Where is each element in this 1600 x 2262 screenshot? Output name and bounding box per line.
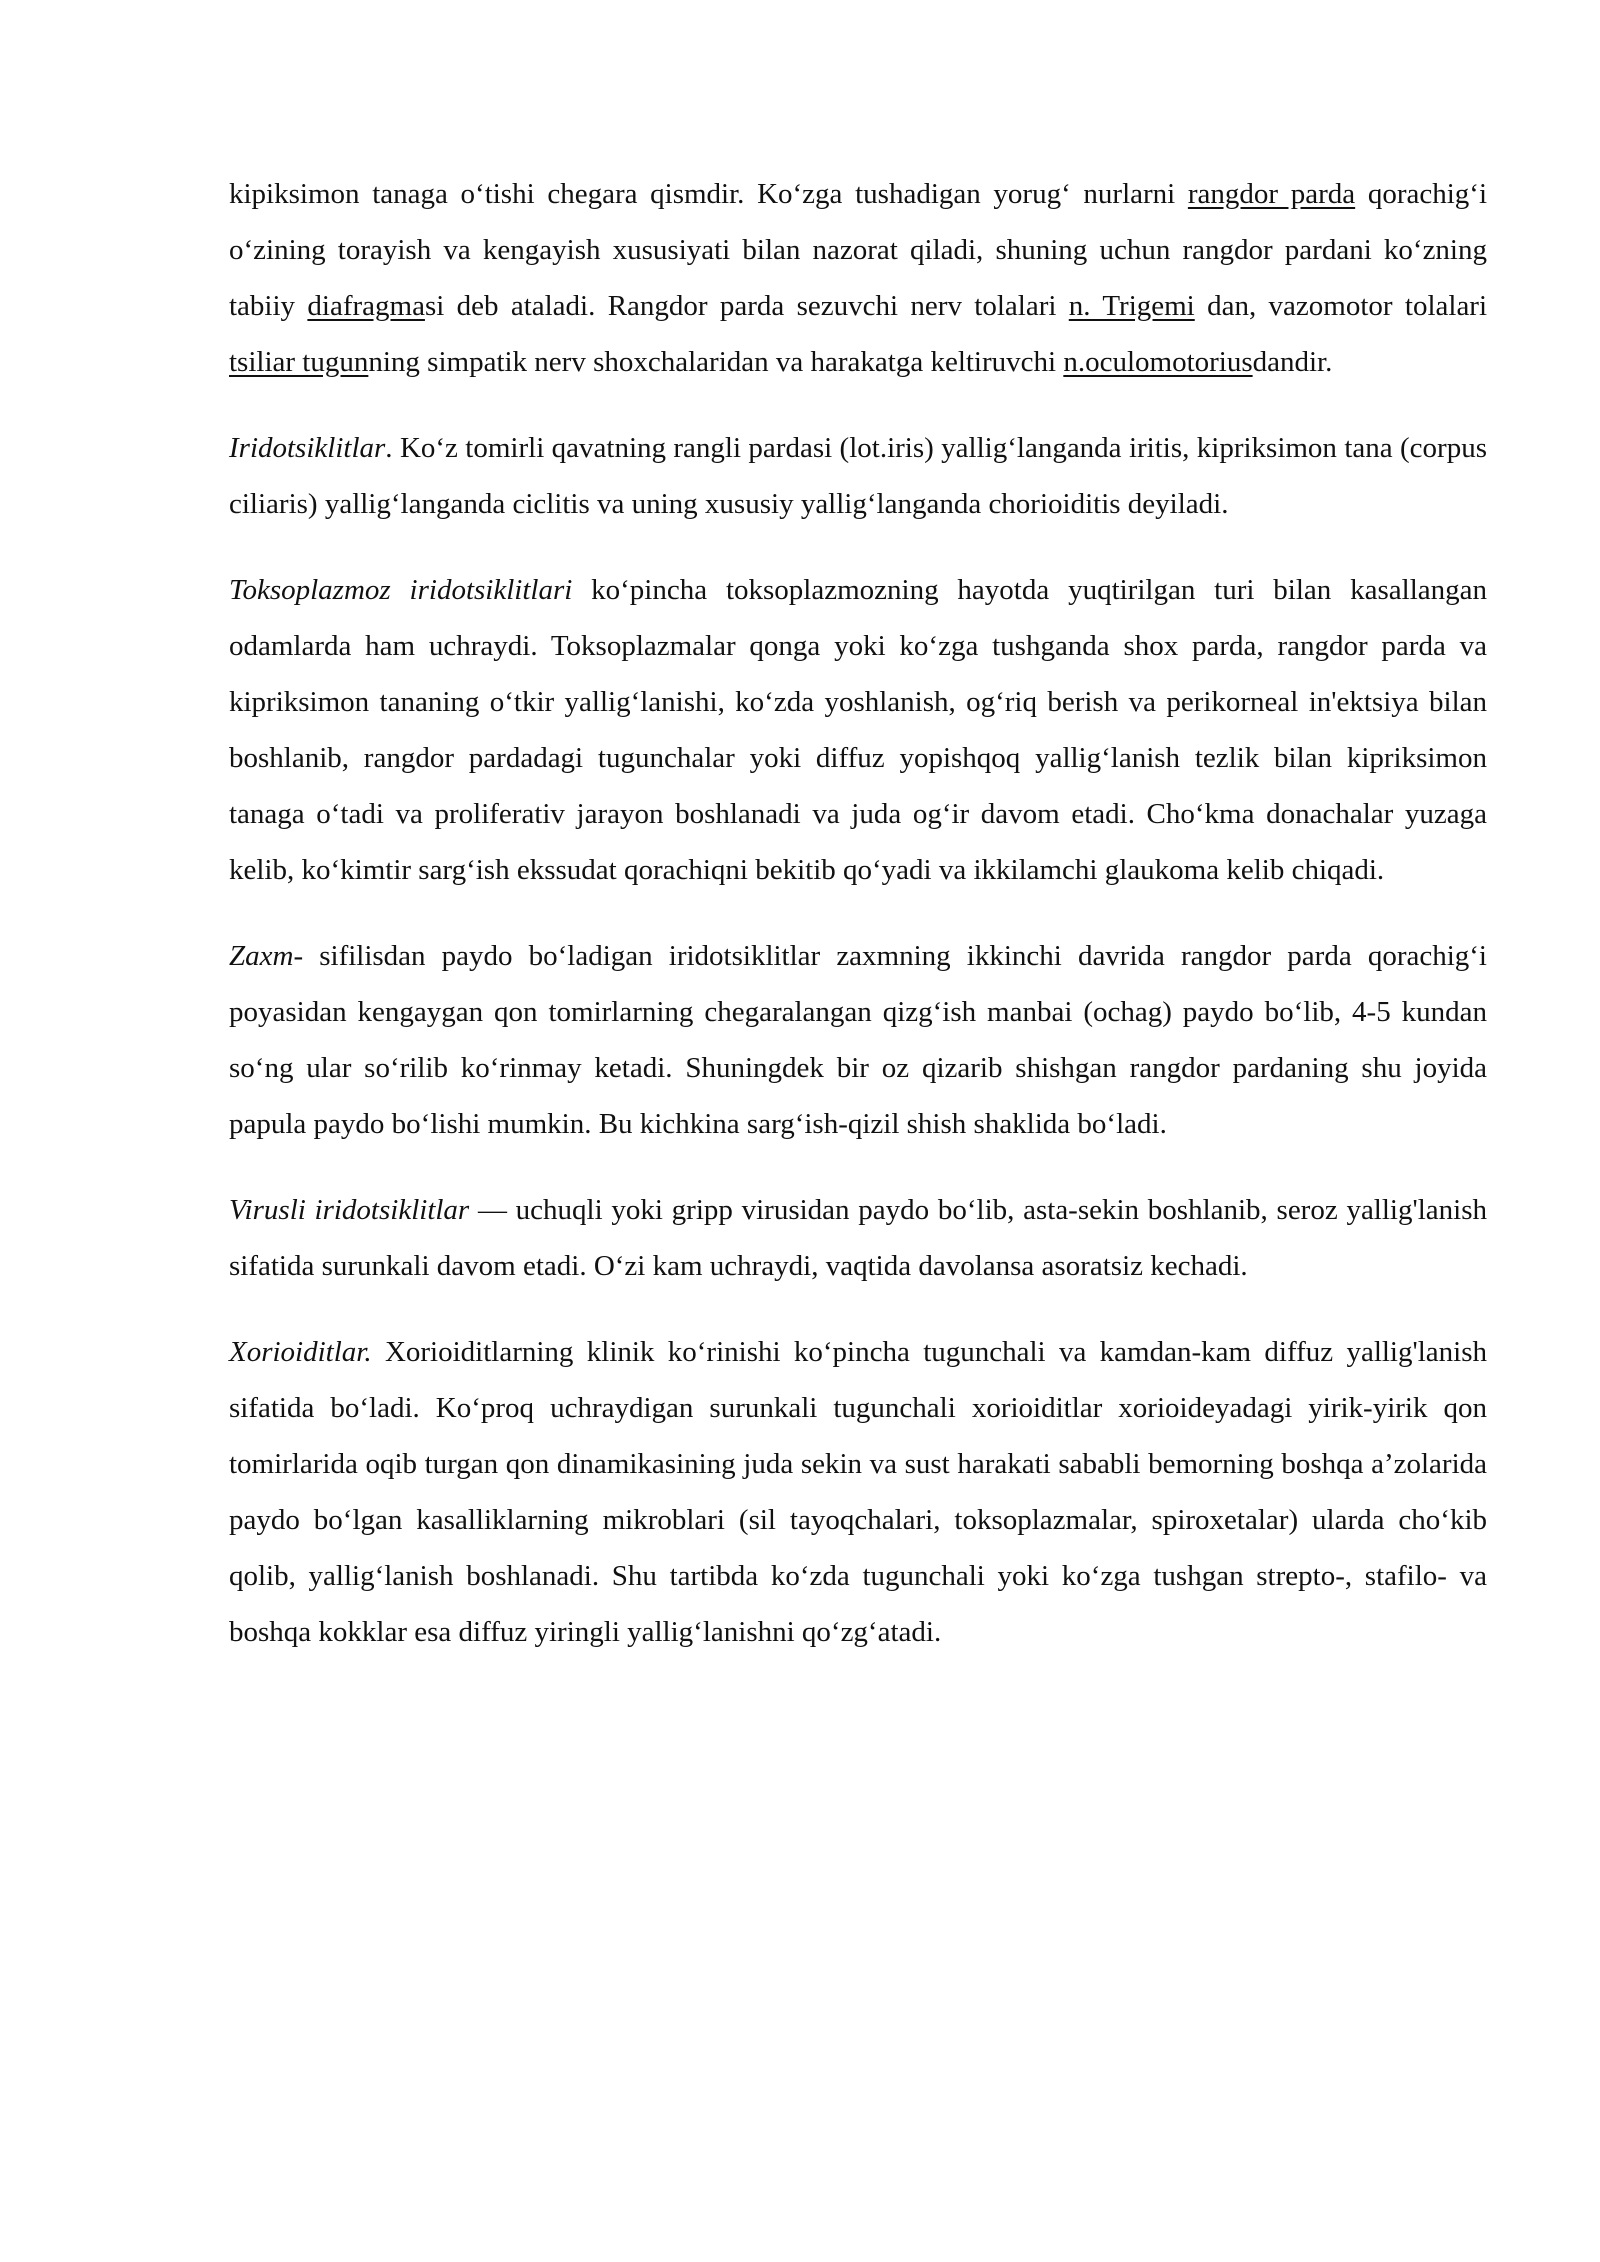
- text-run: si deb ataladi. Rangdor parda sezuvchi nerv tolalari: [424, 290, 1069, 322]
- paragraph-body: — uchuqli yoki gripp virusidan paydo bo‘lib, asta-sekin boshlanib, seroz yallig'lanish sifatida surunkali davom etadi. O‘zi kam uchraydi, vaqtida davolansa asoratsiz kechadi.: [229, 1194, 1487, 1282]
- paragraph-toksoplazmoz: [229, 562, 1487, 898]
- paragraph-xorioiditlar: [229, 1324, 1487, 1660]
- paragraph-iris-anatomy: [229, 166, 1487, 390]
- paragraph-zaxm: [229, 928, 1487, 1152]
- section-heading-virusli: Virusli iridotsiklitlar: [229, 1194, 470, 1226]
- text-run: dandir.: [1252, 346, 1333, 378]
- paragraph-body: . Ko‘z tomirli qavatning rangli pardasi (lot.iris) yallig‘langanda iritis, kipriksimon tana (corpus ciliaris) yallig‘langanda ciclitis va uning xususiy yallig‘langanda chorioiditis deyiladi.: [229, 432, 1487, 520]
- document-page: [229, 166, 1487, 1690]
- link-n-trigemi[interactable]: n. Trigemi: [1068, 290, 1195, 322]
- link-oculomotorius[interactable]: n.oculomotorius: [1063, 346, 1253, 378]
- section-heading-zaxm: Zaxm-: [229, 940, 304, 972]
- paragraph-body: sifilisdan paydo bo‘ladigan iridotsiklitlar zaxmning ikkinchi davrida rangdor parda qorachig‘i poyasidan kengaygan qon tomirlarning chegaralangan qizg‘ish manbai (ochag) paydo bo‘lib, 4-5 kundan so‘ng ular so‘rilib ko‘rinmay ketadi. Shuningdek bir oz qizarib shishgan rangdor pardaning shu joyida papula paydo bo‘lishi mumkin. Bu kichkina sarg‘ish-qizil shish shaklida bo‘ladi.: [229, 940, 1487, 1140]
- paragraph-body: Xorioiditlarning klinik ko‘rinishi ko‘pincha tugunchali va kamdan-kam diffuz yallig'lanish sifatida bo‘ladi. Ko‘proq uchraydigan surunkali tugunchali xorioiditlar xorioideyadagi yirik-yirik qon tomirlarida oqib turgan qon dinamikasining juda sekin va sust harakati sababli bemorning boshqa a’zolarida paydo bo‘lgan kasalliklarning mikroblari (sil tayoqchalari, toksoplazmalar, spiroxetalar) ularda cho‘kib qolib, yallig‘lanish boshlanadi. Shu tartibda ko‘zda tugunchali yoki ko‘zga tushgan strepto-, stafilo- va boshqa kokklar esa diffuz yiringli yallig‘lanishni qo‘zg‘atadi.: [229, 1336, 1487, 1648]
- paragraph-iridotsiklitlar: [229, 420, 1487, 532]
- link-diafragma[interactable]: diafragma: [307, 290, 425, 322]
- text-run: kipiksimon tanaga o‘tishi chegara qismdir. Ko‘zga tushadigan yorug‘ nurlarni: [229, 178, 1188, 210]
- link-tsiliar-tugun[interactable]: tsiliar tugun: [229, 346, 369, 378]
- paragraph-body: ko‘pincha toksoplazmozning hayotda yuqtirilgan turi bilan kasallangan odamlarda ham uchraydi. Toksoplazmalar qonga yoki ko‘zga tushganda shox parda, rangdor parda va kipriksimon tananing o‘tkir yallig‘lanishi, ko‘zda yoshlanish, og‘riq berish va perikorneal in'ektsiya bilan boshlanib, rangdor pardadagi tugunchalar yoki diffuz yopishqoq yallig‘lanish tezlik bilan kipriksimon tanaga o‘tadi va proliferativ jarayon boshlanadi va juda og‘ir davom etadi. Cho‘kma donachalar yuzaga kelib, ko‘kimtir sarg‘ish ekssudat qorachiqni bekitib qo‘yadi va ikkilamchi glaukoma kelib chiqadi.: [229, 574, 1488, 886]
- text-run: dan, vazomotor tolalari: [1194, 290, 1488, 322]
- text-run: ning simpatik nerv shoxchalaridan va harakatga keltiruvchi: [368, 346, 1064, 378]
- text-run: qorachig‘i o‘zining torayish va kengayish xususiyati bilan nazorat qiladi, shuning uchun rangdor pardani ko‘zning tabiiy: [229, 178, 1488, 322]
- section-heading-toksoplazmoz: Toksoplazmoz iridotsiklitlari: [229, 574, 573, 606]
- section-heading-iridotsiklitlar: Iridotsiklitlar: [229, 432, 386, 464]
- link-rangdor-parda[interactable]: rangdor parda: [1187, 178, 1356, 210]
- section-heading-xorioiditlar: Xorioiditlar.: [229, 1336, 372, 1368]
- paragraph-virusli: [229, 1182, 1487, 1294]
